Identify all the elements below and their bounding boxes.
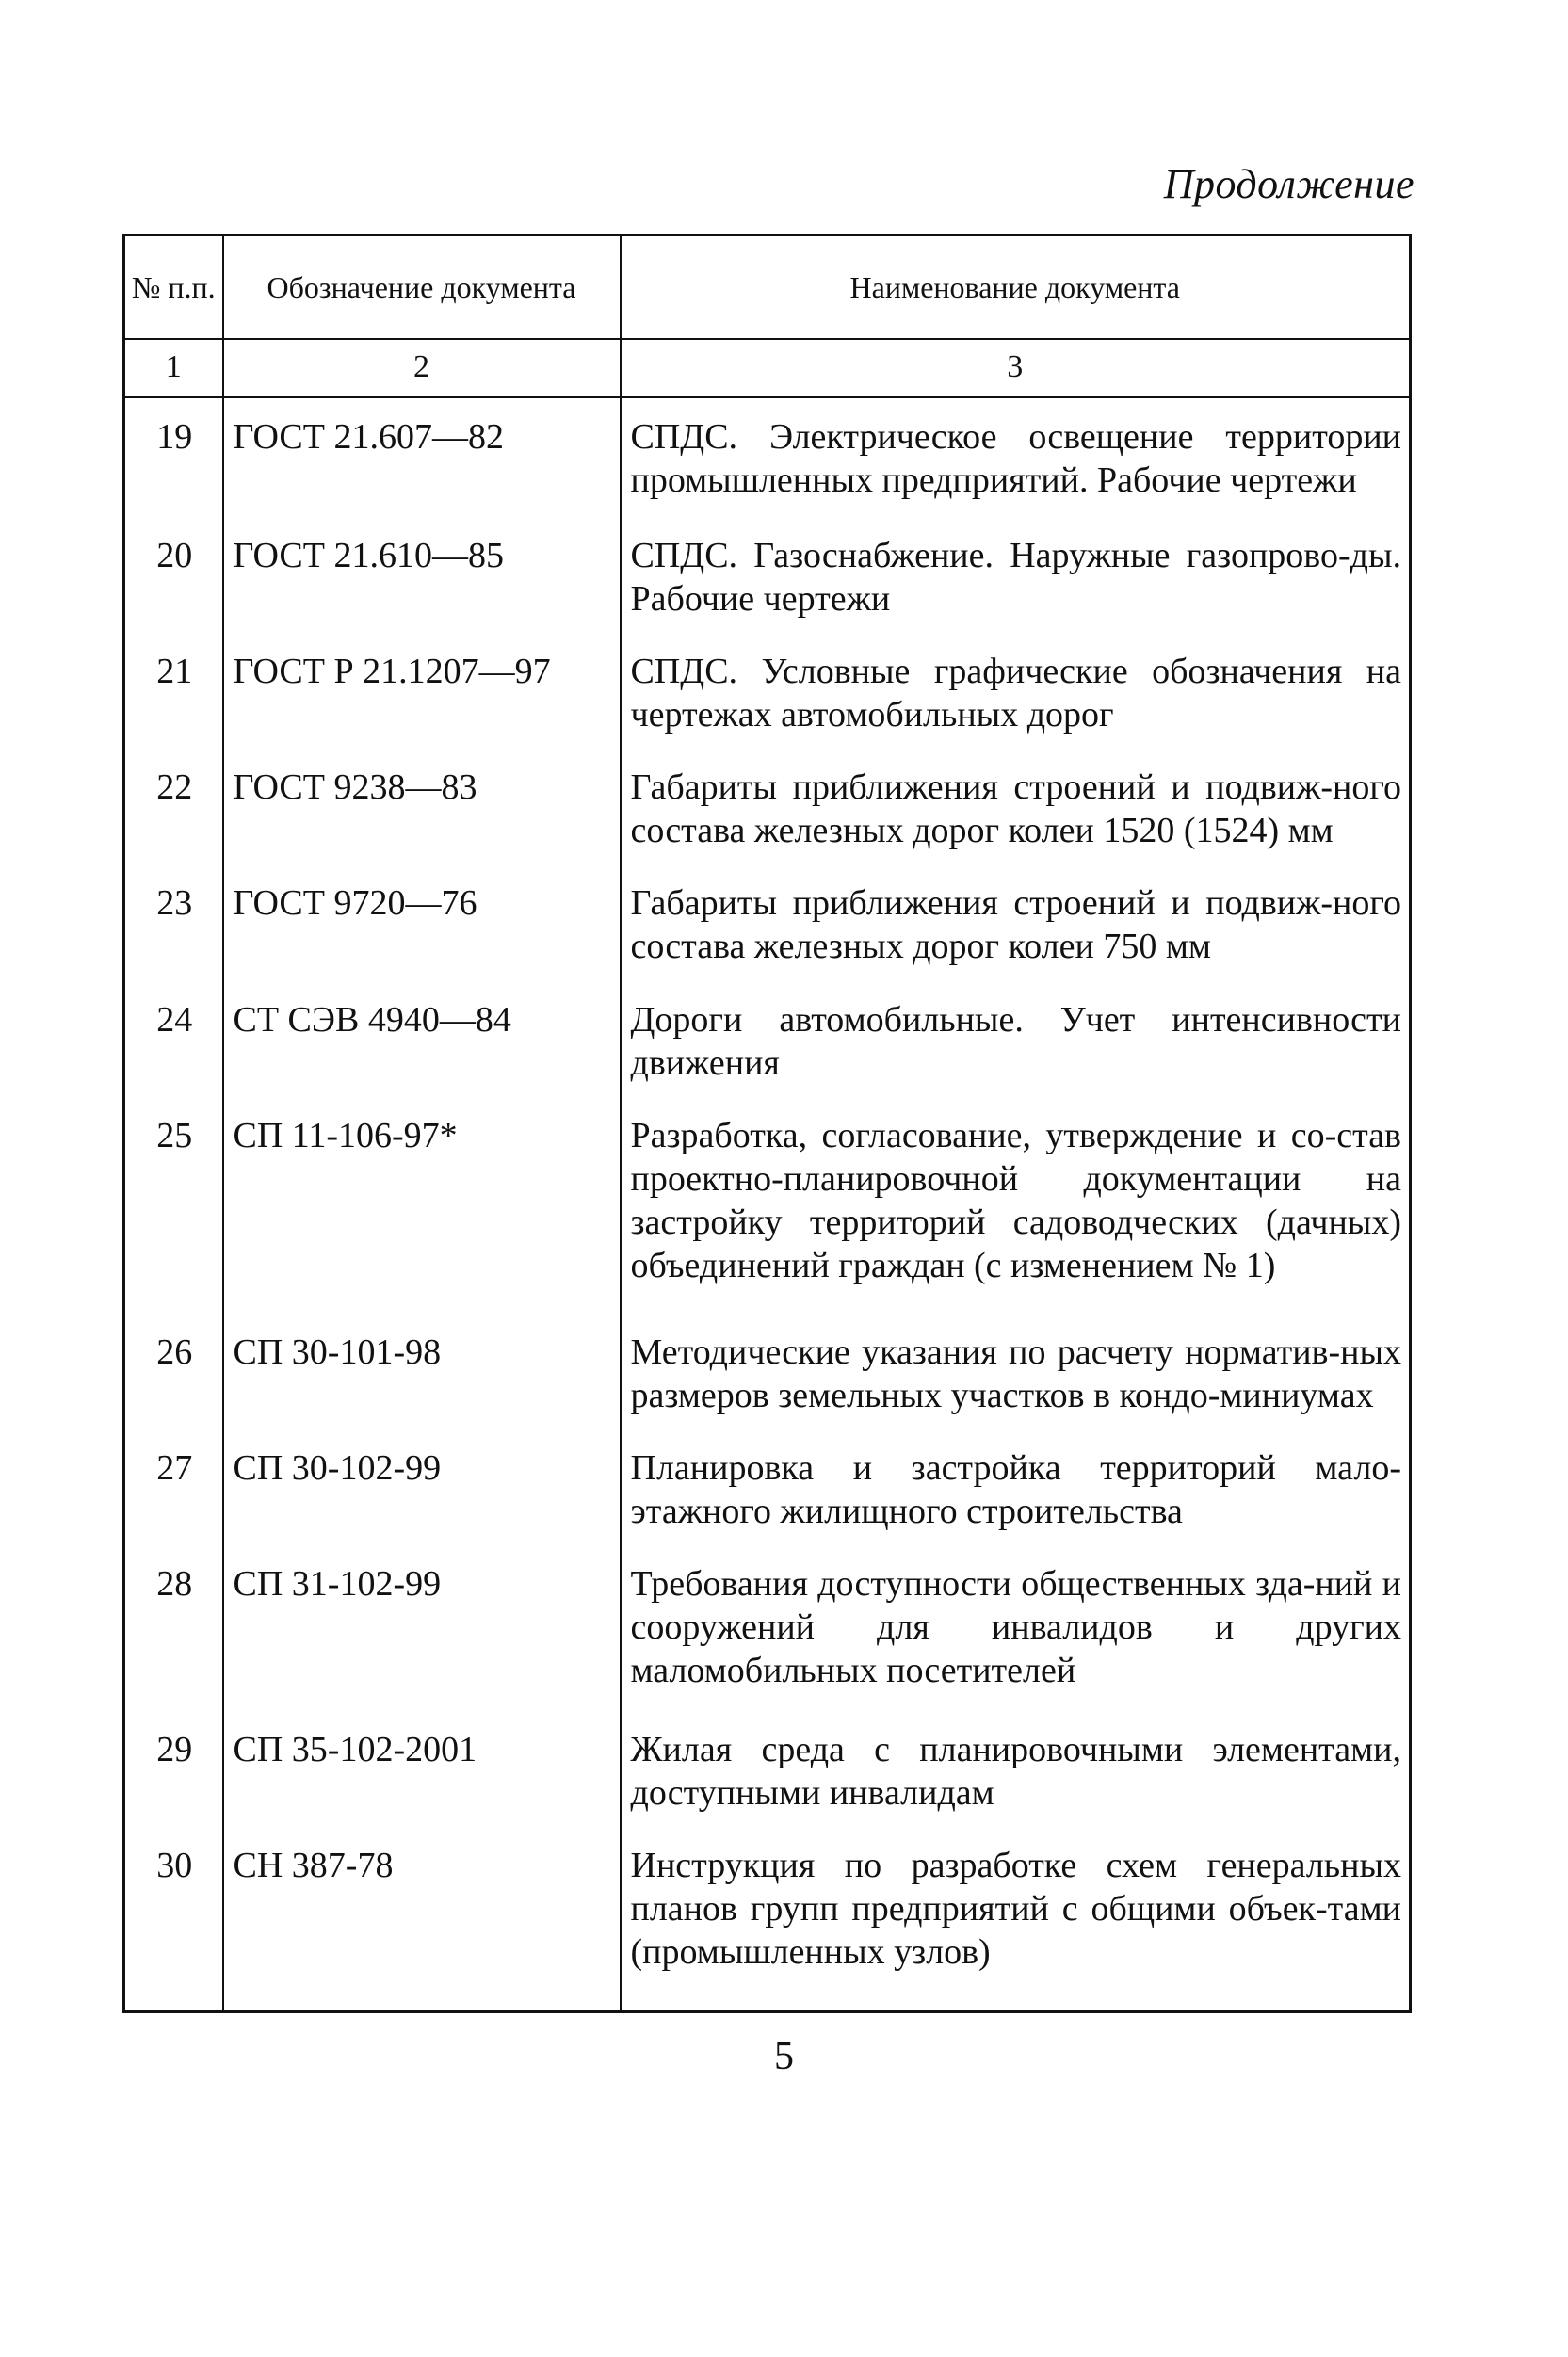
- row-num: 22: [124, 766, 223, 881]
- table-row: [124, 1114, 1411, 1331]
- column-number-1: 1: [124, 339, 223, 397]
- page-number: 5: [774, 2035, 794, 2078]
- row-code: ГОСТ 9238—83: [223, 766, 621, 881]
- row-code: СП 11-106-97*: [223, 1114, 621, 1331]
- row-num: 20: [124, 534, 223, 650]
- filler-cell: [124, 2010, 223, 2012]
- row-title: СПДС. Электрическое освещение территории промышленных предприятий. Рабочие чертежи: [621, 397, 1411, 535]
- row-title: Требования доступности общественных зда-ний и сооружений для инвалидов и других маломобильных посетителей: [621, 1562, 1411, 1728]
- row-num: 21: [124, 650, 223, 766]
- row-num: 28: [124, 1562, 223, 1728]
- row-title: Дороги автомобильные. Учет интенсивности движения: [621, 998, 1411, 1114]
- row-num: 26: [124, 1331, 223, 1446]
- filler-cell: [621, 2010, 1411, 2012]
- row-code: СП 30-102-99: [223, 1446, 621, 1562]
- row-title: Планировка и застройка территорий мало-этажного жилищного строительства: [621, 1446, 1411, 1562]
- table-row: [124, 766, 1411, 881]
- row-code: ГОСТ 21.607—82: [223, 397, 621, 535]
- row-num: 29: [124, 1728, 223, 1844]
- table-row: [124, 397, 1411, 535]
- row-title: Разработка, согласование, утверждение и со-став проектно-планировочной документации на застройку территорий садоводческих (дачных) объединений граждан (с изменением № 1): [621, 1114, 1411, 1331]
- row-code: ГОСТ Р 21.1207—97: [223, 650, 621, 766]
- row-title: Методические указания по расчету норматив-ных размеров земельных участков в кондо-миниумах: [621, 1331, 1411, 1446]
- continuation-label: Продолжение: [1163, 161, 1414, 207]
- row-num: 24: [124, 998, 223, 1114]
- normative-documents-table: [122, 234, 1412, 2013]
- row-title: СПДС. Условные графические обозначения на чертежах автомобильных дорог: [621, 650, 1411, 766]
- table-header-row: [124, 235, 1411, 339]
- table-row: [124, 998, 1411, 1114]
- table-row: [124, 1446, 1411, 1562]
- row-title: Инструкция по разработке схем генеральных планов групп предприятий с общими объек-тами (промышленных узлов): [621, 1844, 1411, 2010]
- table-filler-row: [124, 2010, 1411, 2012]
- table-row: [124, 1562, 1411, 1728]
- row-code: СП 30-101-98: [223, 1331, 621, 1446]
- row-title: Габариты приближения строений и подвиж-ного состава железных дорог колеи 750 мм: [621, 881, 1411, 997]
- filler-cell: [223, 2010, 621, 2012]
- table-row: [124, 534, 1411, 650]
- row-title: Габариты приближения строений и подвиж-ного состава железных дорог колеи 1520 (1524) мм: [621, 766, 1411, 881]
- column-number-3: 3: [621, 339, 1411, 397]
- column-number-2: 2: [223, 339, 621, 397]
- row-code: СН 387-78: [223, 1844, 621, 2010]
- column-number-row: [124, 339, 1411, 397]
- row-num: 30: [124, 1844, 223, 2010]
- row-num: 27: [124, 1446, 223, 1562]
- table-row: [124, 1844, 1411, 2010]
- header-code: Обозначение документа: [223, 235, 621, 339]
- row-num: 23: [124, 881, 223, 997]
- table-row: [124, 1728, 1411, 1844]
- row-code: СП 35-102-2001: [223, 1728, 621, 1844]
- header-num: № п.п.: [124, 235, 223, 339]
- header-title: Наименование документа: [621, 235, 1411, 339]
- row-title: СПДС. Газоснабжение. Наружные газопрово-ды. Рабочие чертежи: [621, 534, 1411, 650]
- row-code: СТ СЭВ 4940—84: [223, 998, 621, 1114]
- row-num: 25: [124, 1114, 223, 1331]
- table-row: [124, 1331, 1411, 1446]
- table-row: [124, 650, 1411, 766]
- row-num: 19: [124, 397, 223, 535]
- table-row: [124, 881, 1411, 997]
- row-code: СП 31-102-99: [223, 1562, 621, 1728]
- row-title: Жилая среда с планировочными элементами, доступными инвалидам: [621, 1728, 1411, 1844]
- row-code: ГОСТ 21.610—85: [223, 534, 621, 650]
- row-code: ГОСТ 9720—76: [223, 881, 621, 997]
